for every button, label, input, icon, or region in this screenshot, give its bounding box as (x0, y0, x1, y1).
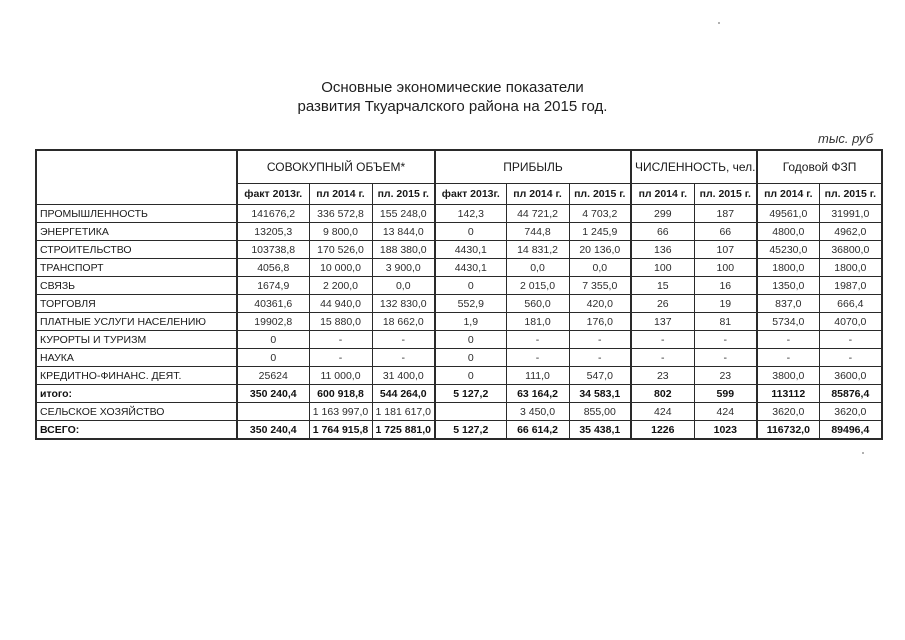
value-cell: 116732,0 (757, 421, 819, 440)
value-cell: 1 764 915,8 (309, 421, 372, 440)
sector-name-cell: ТРАНСПОРТ (36, 259, 237, 277)
subheader-cell: пл. 2015 г. (694, 184, 757, 205)
value-cell: 170 526,0 (309, 241, 372, 259)
value-cell: 15 880,0 (309, 313, 372, 331)
sector-name-cell: СЕЛЬСКОЕ ХОЗЯЙСТВО (36, 403, 237, 421)
value-cell: 837,0 (757, 295, 819, 313)
group-header-volume: СОВОКУПНЫЙ ОБЪЕМ* (237, 150, 435, 184)
value-cell: 31991,0 (819, 205, 882, 223)
group-header-headcount: ЧИСЛЕННОСТЬ, чел. (631, 150, 757, 184)
value-cell: 44 940,0 (309, 295, 372, 313)
value-cell: 5 127,2 (435, 385, 506, 403)
value-cell: 0 (237, 331, 309, 349)
subheader-cell: пл 2014 г. (506, 184, 569, 205)
subheader-cell: пл 2014 г. (631, 184, 694, 205)
value-cell: 5734,0 (757, 313, 819, 331)
document-title (0, 78, 905, 116)
value-cell: 420,0 (569, 295, 631, 313)
table-row (36, 385, 882, 403)
value-cell: 4070,0 (819, 313, 882, 331)
value-cell: 666,4 (819, 295, 882, 313)
value-cell: 0 (435, 349, 506, 367)
value-cell (435, 403, 506, 421)
sector-name-cell: ВСЕГО: (36, 421, 237, 440)
value-cell: 111,0 (506, 367, 569, 385)
sector-name-cell: ПРОМЫШЛЕННОСТЬ (36, 205, 237, 223)
value-cell: 16 (694, 277, 757, 295)
value-cell: 1987,0 (819, 277, 882, 295)
table-row (36, 295, 882, 313)
table-row (36, 259, 882, 277)
subheader-cell: факт 2013г. (237, 184, 309, 205)
value-cell: - (569, 349, 631, 367)
sector-name-cell: КУРОРТЫ И ТУРИЗМ (36, 331, 237, 349)
value-cell: 424 (694, 403, 757, 421)
value-cell: 13 844,0 (372, 223, 435, 241)
value-cell: 14 831,2 (506, 241, 569, 259)
table-row (36, 241, 882, 259)
value-cell: 63 164,2 (506, 385, 569, 403)
value-cell: 85876,4 (819, 385, 882, 403)
value-cell: - (309, 349, 372, 367)
value-cell: 336 572,8 (309, 205, 372, 223)
value-cell: 81 (694, 313, 757, 331)
value-cell: - (694, 349, 757, 367)
value-cell: 0 (435, 223, 506, 241)
value-cell: 599 (694, 385, 757, 403)
value-cell: 1 725 881,0 (372, 421, 435, 440)
value-cell: 0 (237, 349, 309, 367)
value-cell: - (506, 349, 569, 367)
table-body (36, 205, 882, 440)
value-cell: 350 240,4 (237, 421, 309, 440)
value-cell: 744,8 (506, 223, 569, 241)
subheader-cell: пл. 2015 г. (569, 184, 631, 205)
value-cell: 1674,9 (237, 277, 309, 295)
value-cell: 1023 (694, 421, 757, 440)
value-cell: 10 000,0 (309, 259, 372, 277)
value-cell: 36800,0 (819, 241, 882, 259)
value-cell: - (631, 349, 694, 367)
sector-name-cell: КРЕДИТНО-ФИНАНС. ДЕЯТ. (36, 367, 237, 385)
value-cell: 136 (631, 241, 694, 259)
value-cell: 855,00 (569, 403, 631, 421)
value-cell: 552,9 (435, 295, 506, 313)
table-row (36, 205, 882, 223)
value-cell: 1800,0 (819, 259, 882, 277)
group-header-profit: ПРИБЫЛЬ (435, 150, 631, 184)
value-cell: 0 (435, 331, 506, 349)
value-cell: - (569, 331, 631, 349)
value-cell: - (631, 331, 694, 349)
sector-name-cell: НАУКА (36, 349, 237, 367)
value-cell: 141676,2 (237, 205, 309, 223)
sector-name-cell: СВЯЗЬ (36, 277, 237, 295)
units-label: тыс. руб (818, 131, 874, 146)
table-row (36, 277, 882, 295)
value-cell: 4800,0 (757, 223, 819, 241)
value-cell: 44 721,2 (506, 205, 569, 223)
value-cell: 547,0 (569, 367, 631, 385)
value-cell: 0 (435, 277, 506, 295)
value-cell: 45230,0 (757, 241, 819, 259)
table-row (36, 223, 882, 241)
value-cell: 11 000,0 (309, 367, 372, 385)
value-cell: 31 400,0 (372, 367, 435, 385)
group-header-payroll: Годовой ФЗП (757, 150, 882, 184)
value-cell: 25624 (237, 367, 309, 385)
table-row (36, 331, 882, 349)
value-cell: 1226 (631, 421, 694, 440)
value-cell: 181,0 (506, 313, 569, 331)
subheader-cell: пл. 2015 г. (819, 184, 882, 205)
value-cell: 20 136,0 (569, 241, 631, 259)
value-cell: 23 (631, 367, 694, 385)
value-cell: 113112 (757, 385, 819, 403)
value-cell: 187 (694, 205, 757, 223)
value-cell: - (757, 349, 819, 367)
value-cell: 155 248,0 (372, 205, 435, 223)
value-cell: 4 703,2 (569, 205, 631, 223)
value-cell: 544 264,0 (372, 385, 435, 403)
value-cell: 0 (435, 367, 506, 385)
value-cell: - (309, 331, 372, 349)
value-cell: 35 438,1 (569, 421, 631, 440)
value-cell: 18 662,0 (372, 313, 435, 331)
value-cell: - (694, 331, 757, 349)
value-cell: 100 (631, 259, 694, 277)
value-cell: 66 614,2 (506, 421, 569, 440)
value-cell: 34 583,1 (569, 385, 631, 403)
value-cell: - (506, 331, 569, 349)
value-cell: 3 450,0 (506, 403, 569, 421)
scan-speck (862, 452, 864, 454)
value-cell: 299 (631, 205, 694, 223)
value-cell: 4056,8 (237, 259, 309, 277)
value-cell: - (819, 331, 882, 349)
indicators-table (35, 149, 883, 440)
subheader-cell: пл 2014 г. (309, 184, 372, 205)
value-cell: 19902,8 (237, 313, 309, 331)
subheader-cell: факт 2013г. (435, 184, 506, 205)
value-cell: 802 (631, 385, 694, 403)
sector-name-cell: ТОРГОВЛЯ (36, 295, 237, 313)
table-row (36, 349, 882, 367)
value-cell: 1 181 617,0 (372, 403, 435, 421)
sector-name-cell: ПЛАТНЫЕ УСЛУГИ НАСЕЛЕНИЮ (36, 313, 237, 331)
subheader-cell: пл. 2015 г. (372, 184, 435, 205)
value-cell: 4430,1 (435, 259, 506, 277)
value-cell: - (757, 331, 819, 349)
value-cell: 66 (694, 223, 757, 241)
value-cell: 2 200,0 (309, 277, 372, 295)
value-cell: 0,0 (569, 259, 631, 277)
value-cell: 89496,4 (819, 421, 882, 440)
value-cell: 1350,0 (757, 277, 819, 295)
table-row (36, 313, 882, 331)
sector-name-cell: итого: (36, 385, 237, 403)
value-cell: 1800,0 (757, 259, 819, 277)
table-row (36, 367, 882, 385)
value-cell: 66 (631, 223, 694, 241)
value-cell: 4430,1 (435, 241, 506, 259)
value-cell: 9 800,0 (309, 223, 372, 241)
value-cell: 19 (694, 295, 757, 313)
value-cell: 350 240,4 (237, 385, 309, 403)
value-cell: 137 (631, 313, 694, 331)
value-cell: 7 355,0 (569, 277, 631, 295)
title-line-1: Основные экономические показатели (321, 79, 584, 96)
value-cell: 3600,0 (819, 367, 882, 385)
value-cell: 2 015,0 (506, 277, 569, 295)
value-cell: 600 918,8 (309, 385, 372, 403)
value-cell: 0,0 (372, 277, 435, 295)
value-cell (237, 403, 309, 421)
sector-name-cell: ЭНЕРГЕТИКА (36, 223, 237, 241)
value-cell: 3620,0 (819, 403, 882, 421)
value-cell: 23 (694, 367, 757, 385)
value-cell: 424 (631, 403, 694, 421)
value-cell: 188 380,0 (372, 241, 435, 259)
sector-header-cell (36, 150, 237, 205)
value-cell: 5 127,2 (435, 421, 506, 440)
scan-speck (718, 22, 720, 24)
sector-name-cell: СТРОИТЕЛЬСТВО (36, 241, 237, 259)
value-cell: - (372, 331, 435, 349)
value-cell: 100 (694, 259, 757, 277)
value-cell: 1,9 (435, 313, 506, 331)
value-cell: 1 163 997,0 (309, 403, 372, 421)
value-cell: 40361,6 (237, 295, 309, 313)
value-cell: 560,0 (506, 295, 569, 313)
value-cell: 3800,0 (757, 367, 819, 385)
value-cell: 3620,0 (757, 403, 819, 421)
value-cell: 132 830,0 (372, 295, 435, 313)
value-cell: 13205,3 (237, 223, 309, 241)
subheader-cell: пл 2014 г. (757, 184, 819, 205)
value-cell: 142,3 (435, 205, 506, 223)
value-cell: 176,0 (569, 313, 631, 331)
value-cell: 1 245,9 (569, 223, 631, 241)
value-cell: 107 (694, 241, 757, 259)
value-cell: - (372, 349, 435, 367)
value-cell: 4962,0 (819, 223, 882, 241)
title-line-2: развития Ткуарчалского района на 2015 год. (297, 98, 608, 115)
table-row (36, 403, 882, 421)
value-cell: 15 (631, 277, 694, 295)
value-cell: 3 900,0 (372, 259, 435, 277)
value-cell: 26 (631, 295, 694, 313)
value-cell: 49561,0 (757, 205, 819, 223)
value-cell: - (819, 349, 882, 367)
value-cell: 0,0 (506, 259, 569, 277)
table-row (36, 421, 882, 440)
value-cell: 103738,8 (237, 241, 309, 259)
